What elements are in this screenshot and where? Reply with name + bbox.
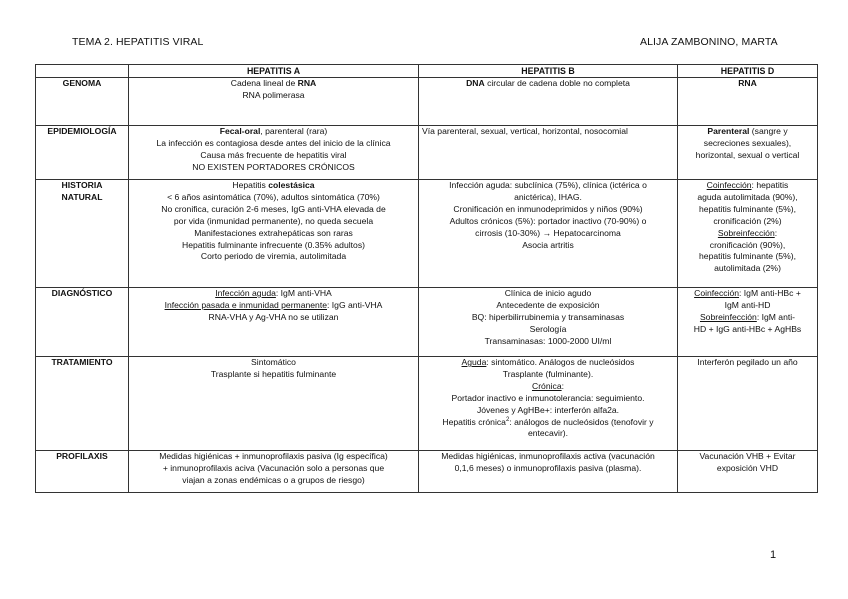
text-line: Infección aguda: subclínica (75%), clínica (ictérica o [449, 180, 647, 190]
text-line: IgM anti-HD [724, 299, 771, 310]
text-line: Serología [529, 323, 567, 334]
text-line: entecavir). [527, 428, 569, 439]
text-line: < 6 años asintomática (70%), adultos sintomática (70%) [167, 191, 380, 202]
text-line: 0,1,6 meses) o inmunoprofilaxis pasiva (plasma). [454, 462, 642, 473]
text-line: RNA polimerasa [242, 89, 305, 100]
text-line: Crónica: [531, 380, 564, 391]
row-label-line: NATURAL [61, 191, 103, 202]
text-line: anictérica), IHAG. [514, 191, 582, 202]
row-label-tratamiento: TRATAMIENTO [36, 357, 129, 451]
cell-genoma-d [678, 78, 818, 126]
text-line: cirrosis (10-30%) → Hepatocarcinoma [475, 227, 621, 238]
text-line: Trasplante si hepatitis fulminante [210, 368, 337, 379]
row-label-profilaxis: PROFILAXIS [36, 451, 129, 493]
text-line: autolimitada (2%) [714, 263, 781, 274]
text-line: por vida (inmunidad permanente), no queda secuela [173, 215, 374, 226]
header-empty-cell [36, 65, 129, 78]
text-line: Aguda: sintomático. Análogos de nucleósidos [461, 357, 635, 367]
text-line: RNA-VHA y Ag-VHA no se utilizan [208, 311, 339, 322]
row-label-epidemiologia: EPIDEMIOLOGÍA [36, 126, 129, 180]
text-line: Asocia artritis [522, 239, 574, 250]
text-line: secreciones sexuales), [703, 137, 792, 148]
cell-historia-d [678, 180, 818, 288]
cell-genoma-b [419, 78, 678, 126]
text-line: Infección pasada e inmunidad permanente: IgG anti-VHA [164, 299, 383, 310]
text-line: NO EXISTEN PORTADORES CRÓNICOS [192, 161, 355, 172]
text-line: No cronifica, curación 2-6 meses, IgG anti-VHA elevada de [161, 203, 386, 214]
text-line: Manifestaciones extrahepáticas son raras [194, 227, 353, 238]
text-line: horizontal, sexual o vertical [695, 149, 800, 160]
cell-profilaxis-d [678, 451, 818, 493]
cell-diagnostico-a [129, 288, 419, 357]
text-line: hepatitis fulminante (5%), [699, 203, 796, 214]
row-label-genoma: GENOMA [36, 78, 129, 126]
text-line: Coinfección: hepatitis [706, 180, 789, 190]
text-line: exposición VHD [716, 462, 779, 473]
table-row-diagnostico [36, 288, 818, 357]
document-header-author: ALIJA ZAMBONINO, MARTA [640, 36, 778, 48]
text-line: cronificación (2%) [713, 215, 782, 226]
text-line: Sobreinfección: [717, 227, 778, 238]
text-line: DNA circular de cadena doble no completa [466, 78, 630, 88]
text-line: Hepatitis crónica$^2$: análogos de nucleósidos (tenofovir y [442, 416, 654, 427]
table-header-row [36, 65, 818, 78]
text-line: Transaminasas: 1000-2000 UI/ml [484, 335, 612, 346]
column-header-hepatitis-b: HEPATITIS B [419, 65, 678, 78]
text-line: cronificación (90%), [709, 239, 786, 250]
table-row-historia-natural [36, 180, 818, 288]
cell-epidemiologia-d [678, 126, 818, 180]
text-line: Fecal-oral, parenteral (rara) [219, 126, 328, 136]
text-line: La infección es contagiosa desde antes del inicio de la clínica [156, 137, 391, 148]
text-line: BQ: hiperbilirrubinemia y transaminasas [471, 311, 625, 322]
text-line: Hepatitis colestásica [232, 180, 315, 190]
cell-genoma-a [129, 78, 419, 126]
text-line: Sobreinfección: IgM anti- [699, 311, 796, 322]
cell-profilaxis-a [129, 451, 419, 493]
cell-tratamiento-d [678, 357, 818, 451]
cell-tratamiento-a [129, 357, 419, 451]
row-label-line: HISTORIA [61, 180, 103, 190]
text-line: hepatitis fulminante (5%), [699, 251, 796, 262]
text-line: Medidas higiénicas, inmunoprofilaxis activa (vacunación [441, 451, 655, 461]
table-row-epidemiologia [36, 126, 818, 180]
cell-tratamiento-b [419, 357, 678, 451]
table-row-profilaxis [36, 451, 818, 493]
text-line: Vacunación VHB + Evitar [699, 451, 796, 461]
text-line: + inmunoprofilaxis aciva (Vacunación solo a personas que [162, 462, 385, 473]
cell-diagnostico-d [678, 288, 818, 357]
document-header-title: TEMA 2. HEPATITIS VIRAL [72, 36, 204, 48]
row-label-diagnostico: DIAGNÓSTICO [36, 288, 129, 357]
cell-historia-b [419, 180, 678, 288]
table-row-tratamiento [36, 357, 818, 451]
cell-diagnostico-b [419, 288, 678, 357]
text-line: Clínica de inicio agudo [504, 288, 592, 298]
hepatitis-comparison-table [35, 64, 818, 493]
text-line: Cronificación en inmunodeprimidos y niños (90%) [453, 203, 643, 214]
text-line: Sintomático [251, 357, 296, 367]
table-row-genoma [36, 78, 818, 126]
text-line: Portador inactivo e inmunotolerancia: seguimiento. [451, 392, 645, 403]
text-line: Vía parenteral, sexual, vertical, horizontal, nosocomial [422, 126, 628, 136]
text-line: Antecedente de exposición [496, 299, 600, 310]
cell-profilaxis-b [419, 451, 678, 493]
column-header-hepatitis-a: HEPATITIS A [129, 65, 419, 78]
text-line: Causa más frecuente de hepatitis viral [200, 149, 347, 160]
column-header-hepatitis-d: HEPATITIS D [678, 65, 818, 78]
text-line: Infección aguda: IgM anti-VHA [215, 288, 332, 298]
page-number: 1 [770, 549, 777, 561]
text-line: Parenteral (sangre y [707, 126, 788, 136]
text-line: Medidas higiénicas + inmunoprofilaxis pasiva (Ig específica) [159, 451, 388, 461]
text-line: Corto periodo de viremia, autolimitada [200, 251, 347, 262]
text-line: Adultos crónicos (5%): portador inactivo (70-90%) o [449, 215, 647, 226]
text-line: Cadena lineal de RNA [230, 78, 317, 88]
cell-epidemiologia-a [129, 126, 419, 180]
text-line: Trasplante (fulminante). [502, 368, 594, 379]
text-line: Interferón pegilado un año [697, 357, 798, 367]
text-line: aguda autolimitada (90%), [697, 191, 798, 202]
text-line: HD + IgG anti-HBc + AgHBs [693, 323, 802, 334]
text-line: Hepatitis fulminante infrecuente (0.35% adultos) [182, 239, 365, 250]
text-line: Coinfección: IgM anti-HBc + [694, 288, 801, 298]
cell-historia-a [129, 180, 419, 288]
text-line: RNA [738, 78, 757, 88]
cell-epidemiologia-b [419, 126, 678, 180]
text-line: viajan a zonas endémicas o a grupos de riesgo) [182, 474, 365, 485]
text-line: Jóvenes y AgHBe+: interferón alfa2a. [476, 404, 620, 415]
row-label-historia-natural [36, 180, 129, 288]
